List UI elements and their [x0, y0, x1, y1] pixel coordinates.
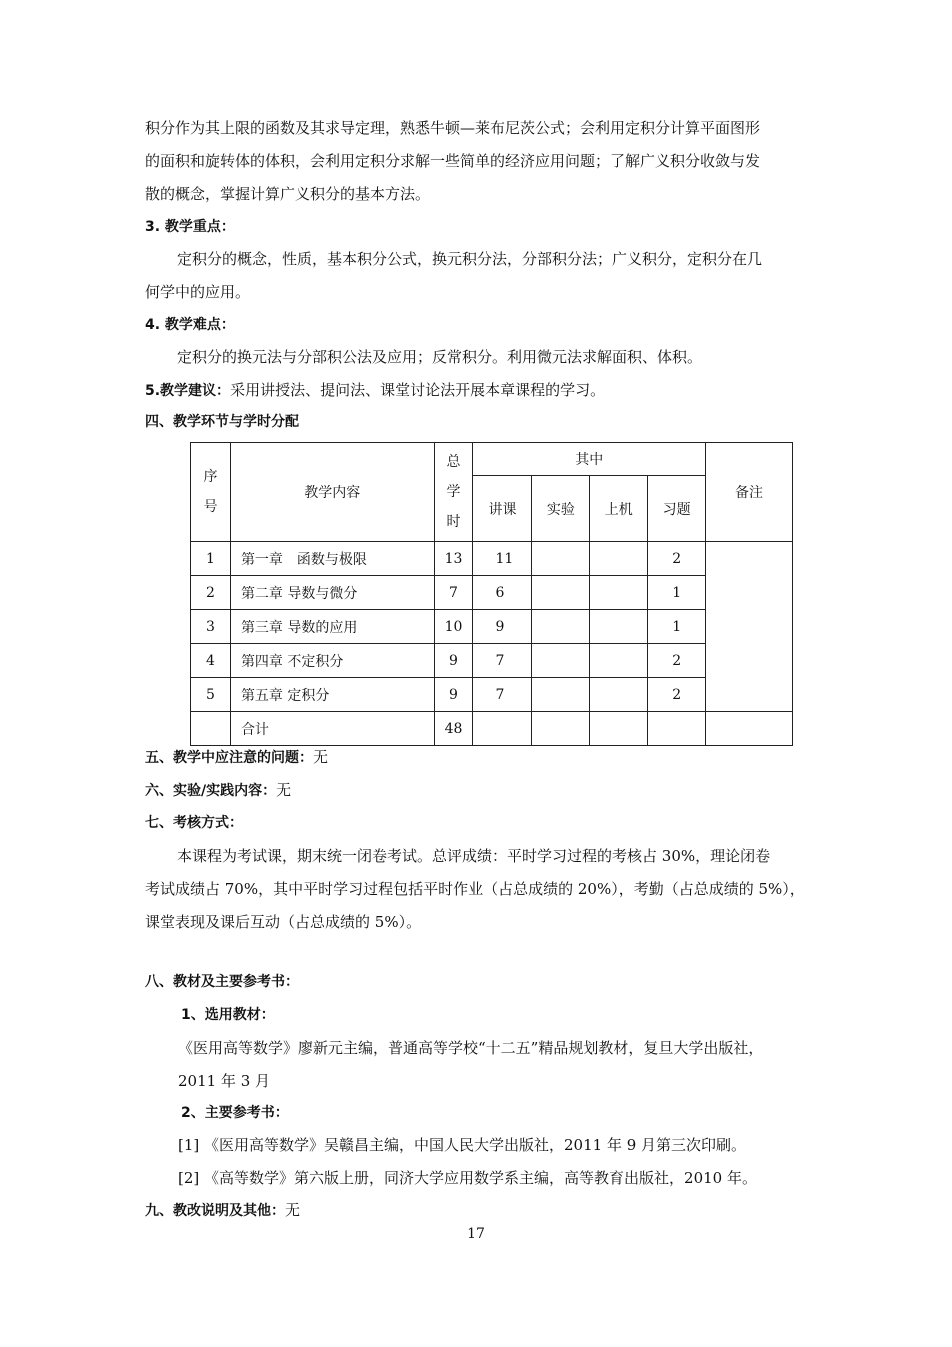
- cell-remark: [706, 712, 793, 746]
- key-points-line-2: 何学中的应用。: [145, 283, 251, 301]
- cell-lab: [532, 644, 590, 678]
- header-content: 教学内容: [230, 443, 434, 542]
- header-exercise: 习题: [648, 476, 706, 542]
- section-7-line-2: 考试成绩占 70%，其中平时学习过程包括平时作业（占总成绩的 20%），考勤（占总成绩的 5%），: [145, 880, 805, 898]
- difficulties-line-1: 定积分的换元法与分部积公法及应用；反常积分。利用微元法求解面积、体积。: [177, 348, 703, 366]
- cell-total: 13: [434, 542, 473, 576]
- references-subheading: 2、主要参考书：: [181, 1105, 289, 1121]
- header-total: [434, 443, 473, 542]
- textbook-line-1: 《医用高等数学》廖新元主编，普通高等学校“十二五”精品规划教材，复旦大学出版社，: [178, 1039, 764, 1057]
- section-6-heading: 六、实验/实践内容：: [145, 783, 277, 799]
- cell-total: 7: [434, 576, 473, 610]
- table-row: [191, 644, 793, 678]
- cell-exercise: 1: [648, 610, 706, 644]
- cell-computer: [590, 542, 648, 576]
- cell-seq: 1: [191, 542, 231, 576]
- cell-computer: [590, 712, 648, 746]
- cell-seq: [191, 712, 231, 746]
- cell-computer: [590, 644, 648, 678]
- page-number: 17: [467, 1226, 485, 1242]
- cell-computer: [590, 576, 648, 610]
- table-header-row: [191, 443, 793, 476]
- cell-sum-label: 合计: [230, 712, 434, 746]
- header-seq-1: 序: [203, 469, 218, 485]
- header-lecture: 讲课: [473, 476, 532, 542]
- table-row: [191, 576, 793, 610]
- cell-exercise: [648, 712, 706, 746]
- cell-total: 9: [434, 678, 473, 712]
- cell-exercise: 2: [648, 644, 706, 678]
- cell-content: 第五章 定积分: [230, 678, 434, 712]
- header-computer: 上机: [590, 476, 648, 542]
- section-5-heading: 五、教学中应注意的问题：: [145, 750, 313, 766]
- difficulties-heading: 4. 教学难点：: [145, 317, 235, 333]
- reference-2: [2] 《高等数学》第六版上册，同济大学应用数学系主编，高等教育出版社，2010 年。: [178, 1169, 757, 1187]
- cell-total: 9: [434, 644, 473, 678]
- section-5-line: [145, 747, 328, 768]
- header-seq-2: 号: [203, 499, 218, 515]
- key-points-heading: 3. 教学重点：: [145, 219, 235, 235]
- cell-total: 10: [434, 610, 473, 644]
- table-row: [191, 610, 793, 644]
- cell-lecture: 9: [473, 610, 532, 644]
- cell-lab: [532, 610, 590, 644]
- cell-lecture: 7: [473, 644, 532, 678]
- reference-1: [1] 《医用高等数学》吴赣昌主编，中国人民大学出版社，2011 年 9 月第三次印刷。: [178, 1136, 747, 1154]
- cell-exercise: 2: [648, 542, 706, 576]
- cell-lecture: 7: [473, 678, 532, 712]
- header-total-2: 学: [446, 484, 461, 500]
- schedule-table: [190, 442, 793, 746]
- cell-content: 第二章 导数与微分: [230, 576, 434, 610]
- cell-exercise: 1: [648, 576, 706, 610]
- cell-content: 第四章 不定积分: [230, 644, 434, 678]
- cell-lab: [532, 678, 590, 712]
- cell-sum-total: 48: [434, 712, 473, 746]
- suggestion-text: 采用讲授法、提问法、课堂讨论法开展本章课程的学习。: [230, 381, 606, 399]
- table-sum-row: [191, 712, 793, 746]
- section-7-line-3: 课堂表现及课后互动（占总成绩的 5%）。: [145, 913, 422, 931]
- table-row: [191, 678, 793, 712]
- header-among: 其中: [473, 443, 706, 476]
- section-9-line: [145, 1200, 300, 1221]
- suggestion-heading: 5.教学建议：: [145, 383, 231, 399]
- section-9-text: 无: [285, 1201, 301, 1219]
- header-remark: 备注: [706, 443, 793, 542]
- cell-lab: [532, 576, 590, 610]
- cell-lecture: 6: [473, 576, 532, 610]
- section-6-line: [145, 780, 291, 801]
- section-7-line-1: 本课程为考试课，期末统一闭卷考试。总评成绩：平时学习过程的考核占 30%，理论闭卷: [177, 847, 771, 865]
- section-6-text: 无: [276, 781, 292, 799]
- section-4-heading: 四、教学环节与学时分配: [145, 414, 299, 430]
- section-8-heading: 八、教材及主要参考书：: [145, 974, 299, 990]
- cell-lecture: 11: [473, 542, 532, 576]
- cell-lecture: [473, 712, 532, 746]
- header-seq: [191, 443, 231, 542]
- key-points-line-1: 定积分的概念，性质，基本积分公式，换元积分法，分部积分法；广义积分，定积分在几: [177, 250, 763, 268]
- section-5-text: 无: [313, 748, 329, 766]
- intro-line-2: 的面积和旋转体的体积，会利用定积分求解一些简单的经济应用问题；了解广义积分收敛与发: [145, 152, 761, 170]
- textbook-subheading: 1、选用教材：: [181, 1007, 275, 1023]
- cell-content: 第一章 函数与极限: [230, 542, 434, 576]
- section-7-heading: 七、考核方式：: [145, 815, 243, 831]
- section-9-heading: 九、教改说明及其他：: [145, 1203, 285, 1219]
- cell-computer: [590, 610, 648, 644]
- textbook-line-2: 2011 年 3 月: [178, 1072, 271, 1090]
- intro-line-1: 积分作为其上限的函数及其求导定理，熟悉牛顿—莱布尼茨公式；会利用定积分计算平面图形: [145, 119, 761, 137]
- cell-seq: 5: [191, 678, 231, 712]
- table-row: [191, 542, 793, 576]
- header-total-3: 时: [446, 514, 461, 530]
- cell-remark-merged: [706, 542, 793, 712]
- header-total-1: 总: [446, 454, 461, 470]
- cell-computer: [590, 678, 648, 712]
- header-lab: 实验: [532, 476, 590, 542]
- intro-line-3: 散的概念，掌握计算广义积分的基本方法。: [145, 185, 431, 203]
- cell-seq: 2: [191, 576, 231, 610]
- suggestion-line: [145, 380, 605, 401]
- cell-lab: [532, 712, 590, 746]
- cell-content: 第三章 导数的应用: [230, 610, 434, 644]
- cell-seq: 4: [191, 644, 231, 678]
- cell-seq: 3: [191, 610, 231, 644]
- cell-exercise: 2: [648, 678, 706, 712]
- cell-lab: [532, 542, 590, 576]
